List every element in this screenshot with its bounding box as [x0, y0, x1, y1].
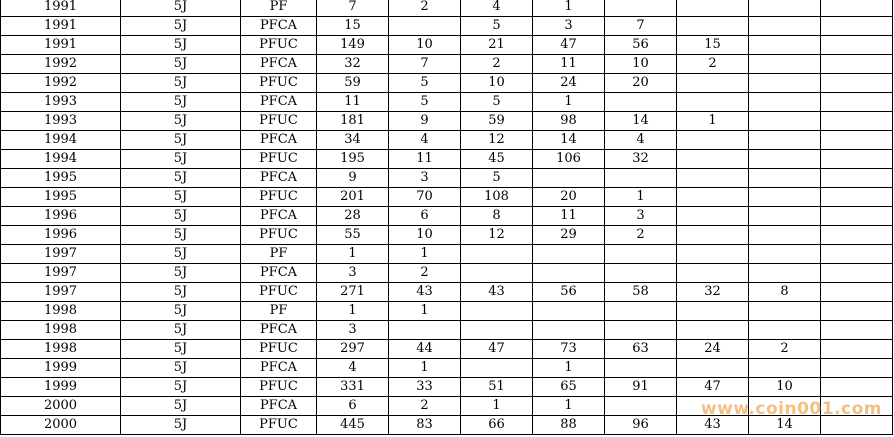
table-cell[interactable]: 15: [677, 36, 749, 55]
table-cell[interactable]: [677, 188, 749, 207]
table-cell[interactable]: PF: [241, 0, 317, 17]
table-cell[interactable]: 1998: [1, 340, 121, 359]
table-cell[interactable]: 14: [533, 131, 605, 150]
table-cell[interactable]: 98: [533, 112, 605, 131]
table-cell[interactable]: [821, 245, 893, 264]
table-cell[interactable]: 2: [749, 340, 821, 359]
table-cell[interactable]: PFCA: [241, 321, 317, 340]
table-cell[interactable]: [605, 245, 677, 264]
table-cell[interactable]: 1: [533, 397, 605, 416]
table-cell[interactable]: 3: [389, 169, 461, 188]
table-cell[interactable]: 59: [317, 74, 389, 93]
table-cell[interactable]: [677, 321, 749, 340]
table-cell[interactable]: 51: [461, 378, 533, 397]
table-cell[interactable]: [749, 169, 821, 188]
table-cell[interactable]: 5: [461, 169, 533, 188]
table-cell[interactable]: 5J: [121, 169, 241, 188]
table-cell[interactable]: [821, 207, 893, 226]
table-cell[interactable]: 1: [389, 302, 461, 321]
table-cell[interactable]: 1997: [1, 245, 121, 264]
table-cell[interactable]: [677, 17, 749, 36]
table-cell[interactable]: PFUC: [241, 112, 317, 131]
table-cell[interactable]: 34: [317, 131, 389, 150]
table-cell[interactable]: PFUC: [241, 378, 317, 397]
table-cell[interactable]: 11: [533, 207, 605, 226]
table-cell[interactable]: PFCA: [241, 264, 317, 283]
table-cell[interactable]: PFCA: [241, 359, 317, 378]
table-cell[interactable]: 6: [389, 207, 461, 226]
table-cell[interactable]: [821, 359, 893, 378]
table-cell[interactable]: 1: [317, 245, 389, 264]
table-cell[interactable]: [461, 264, 533, 283]
table-cell[interactable]: [821, 226, 893, 245]
table-cell[interactable]: 271: [317, 283, 389, 302]
table-cell[interactable]: [821, 150, 893, 169]
table-cell[interactable]: 28: [317, 207, 389, 226]
table-cell[interactable]: [821, 93, 893, 112]
table-cell[interactable]: 5J: [121, 93, 241, 112]
table-cell[interactable]: 5J: [121, 302, 241, 321]
table-cell[interactable]: 1: [677, 112, 749, 131]
table-cell[interactable]: PFCA: [241, 131, 317, 150]
table-cell[interactable]: [533, 302, 605, 321]
table-cell[interactable]: 5J: [121, 131, 241, 150]
table-cell[interactable]: 11: [533, 55, 605, 74]
table-cell[interactable]: 2000: [1, 397, 121, 416]
table-cell[interactable]: 195: [317, 150, 389, 169]
table-cell[interactable]: [677, 302, 749, 321]
table-cell[interactable]: [749, 188, 821, 207]
table-cell[interactable]: [677, 131, 749, 150]
table-cell[interactable]: 1995: [1, 188, 121, 207]
table-cell[interactable]: [461, 321, 533, 340]
table-cell[interactable]: 1991: [1, 36, 121, 55]
table-cell[interactable]: 8: [461, 207, 533, 226]
table-cell[interactable]: 43: [677, 416, 749, 435]
table-row: [1, 93, 893, 112]
table-cell[interactable]: [821, 55, 893, 74]
table-cell[interactable]: [677, 359, 749, 378]
table-cell[interactable]: 10: [749, 378, 821, 397]
table-cell[interactable]: 1: [533, 0, 605, 17]
table-cell[interactable]: PFUC: [241, 36, 317, 55]
table-cell[interactable]: 2000: [1, 416, 121, 435]
table-cell[interactable]: 70: [389, 188, 461, 207]
table-cell[interactable]: [605, 264, 677, 283]
table-row: [1, 378, 893, 397]
table-cell[interactable]: [605, 397, 677, 416]
table-cell[interactable]: 4: [389, 131, 461, 150]
table-cell[interactable]: 88: [533, 416, 605, 435]
table-cell[interactable]: 1991: [1, 0, 121, 17]
table-cell[interactable]: [677, 169, 749, 188]
table-cell[interactable]: 1997: [1, 283, 121, 302]
table-cell[interactable]: 3: [533, 17, 605, 36]
table-cell[interactable]: 2: [605, 226, 677, 245]
table-cell[interactable]: 4: [317, 359, 389, 378]
table-cell[interactable]: 3: [317, 264, 389, 283]
table-cell[interactable]: 24: [677, 340, 749, 359]
table-cell[interactable]: [677, 207, 749, 226]
table-cell[interactable]: 1992: [1, 74, 121, 93]
table-cell[interactable]: 5J: [121, 340, 241, 359]
table-cell[interactable]: [821, 17, 893, 36]
table-cell[interactable]: [749, 36, 821, 55]
table-cell[interactable]: 1998: [1, 321, 121, 340]
table-cell[interactable]: 5J: [121, 188, 241, 207]
table-cell[interactable]: 1: [389, 245, 461, 264]
table-cell[interactable]: [749, 93, 821, 112]
table-cell[interactable]: 5J: [121, 359, 241, 378]
table-cell[interactable]: [821, 74, 893, 93]
table-cell[interactable]: 1994: [1, 131, 121, 150]
table-cell[interactable]: 58: [605, 283, 677, 302]
table-cell[interactable]: 15: [317, 17, 389, 36]
table-cell[interactable]: [533, 321, 605, 340]
table-cell[interactable]: [533, 169, 605, 188]
table-cell[interactable]: 44: [389, 340, 461, 359]
table-cell[interactable]: 59: [461, 112, 533, 131]
table-cell[interactable]: 32: [317, 55, 389, 74]
table-cell[interactable]: [749, 131, 821, 150]
table-cell[interactable]: PFUC: [241, 340, 317, 359]
table-cell[interactable]: 55: [317, 226, 389, 245]
table-cell[interactable]: 5J: [121, 17, 241, 36]
table-cell[interactable]: [461, 302, 533, 321]
table-cell[interactable]: 7: [605, 17, 677, 36]
table-cell[interactable]: 8: [749, 283, 821, 302]
table-cell[interactable]: 5J: [121, 150, 241, 169]
table-cell[interactable]: [821, 283, 893, 302]
table-cell[interactable]: [749, 74, 821, 93]
table-cell[interactable]: [749, 150, 821, 169]
table-cell[interactable]: 201: [317, 188, 389, 207]
table-cell[interactable]: 5J: [121, 55, 241, 74]
table-cell[interactable]: 73: [533, 340, 605, 359]
table-row: [1, 169, 893, 188]
table-cell[interactable]: 3: [317, 321, 389, 340]
table-cell[interactable]: [821, 264, 893, 283]
table-cell[interactable]: 5J: [121, 416, 241, 435]
table-cell[interactable]: 1999: [1, 359, 121, 378]
table-cell[interactable]: 1999: [1, 378, 121, 397]
table-cell[interactable]: [461, 245, 533, 264]
table-cell[interactable]: [605, 0, 677, 17]
table-cell[interactable]: 29: [533, 226, 605, 245]
table-cell[interactable]: 5: [389, 93, 461, 112]
table-cell[interactable]: PFUC: [241, 150, 317, 169]
table-cell[interactable]: 12: [461, 131, 533, 150]
table-cell[interactable]: 20: [605, 74, 677, 93]
table-cell[interactable]: [821, 378, 893, 397]
table-row: [1, 17, 893, 36]
table-cell[interactable]: 1992: [1, 55, 121, 74]
table-cell[interactable]: 4: [461, 0, 533, 17]
table-cell[interactable]: [605, 321, 677, 340]
table-cell[interactable]: 65: [533, 378, 605, 397]
table-cell[interactable]: [749, 321, 821, 340]
table-cell[interactable]: PF: [241, 245, 317, 264]
table-cell[interactable]: [605, 169, 677, 188]
table-cell[interactable]: 1996: [1, 226, 121, 245]
table-cell[interactable]: [821, 302, 893, 321]
table-cell[interactable]: 47: [677, 378, 749, 397]
table-cell[interactable]: 5J: [121, 321, 241, 340]
table-cell[interactable]: [821, 36, 893, 55]
table-cell[interactable]: 1: [605, 188, 677, 207]
table-cell[interactable]: 5J: [121, 283, 241, 302]
table-cell[interactable]: [461, 359, 533, 378]
table-cell[interactable]: PFCA: [241, 55, 317, 74]
table-cell[interactable]: 5J: [121, 226, 241, 245]
table-cell[interactable]: 1996: [1, 207, 121, 226]
table-cell[interactable]: [749, 55, 821, 74]
table-cell[interactable]: 5J: [121, 207, 241, 226]
table-cell[interactable]: 2: [461, 55, 533, 74]
table-cell[interactable]: 5J: [121, 36, 241, 55]
table-cell[interactable]: [605, 93, 677, 112]
table-row: [1, 245, 893, 264]
table-row: [1, 188, 893, 207]
table-cell[interactable]: [677, 245, 749, 264]
table-cell[interactable]: 1: [533, 359, 605, 378]
table-cell[interactable]: [677, 93, 749, 112]
table-cell[interactable]: PFUC: [241, 416, 317, 435]
table-cell[interactable]: PFCA: [241, 17, 317, 36]
table-row: [1, 131, 893, 150]
table-cell[interactable]: 1991: [1, 17, 121, 36]
table-cell[interactable]: [605, 302, 677, 321]
table-row: [1, 150, 893, 169]
table-cell[interactable]: 10: [389, 36, 461, 55]
table-cell[interactable]: 4: [605, 131, 677, 150]
table-cell[interactable]: [749, 359, 821, 378]
table-cell[interactable]: 1: [533, 93, 605, 112]
table-cell[interactable]: [677, 74, 749, 93]
table-cell[interactable]: 66: [461, 416, 533, 435]
table-cell[interactable]: 331: [317, 378, 389, 397]
table-cell[interactable]: [749, 207, 821, 226]
table-cell[interactable]: 5: [461, 17, 533, 36]
table-cell[interactable]: 83: [389, 416, 461, 435]
table-cell[interactable]: [389, 17, 461, 36]
table-cell[interactable]: 9: [389, 112, 461, 131]
table-cell[interactable]: 43: [389, 283, 461, 302]
table-cell[interactable]: 33: [389, 378, 461, 397]
table-cell[interactable]: 45: [461, 150, 533, 169]
table-row: [1, 321, 893, 340]
table-row: [1, 55, 893, 74]
table-cell[interactable]: [749, 245, 821, 264]
table-cell[interactable]: 108: [461, 188, 533, 207]
table-cell[interactable]: [677, 226, 749, 245]
table-cell[interactable]: [533, 245, 605, 264]
table-row: [1, 302, 893, 321]
table-row: [1, 36, 893, 55]
table-cell[interactable]: [821, 321, 893, 340]
table-cell[interactable]: 7: [317, 0, 389, 17]
table-cell[interactable]: PFUC: [241, 226, 317, 245]
table-row: [1, 283, 893, 302]
table-cell[interactable]: 1995: [1, 169, 121, 188]
watermark-logo: www.coin001.com: [700, 399, 882, 419]
table-cell[interactable]: [677, 150, 749, 169]
table-cell[interactable]: 1993: [1, 93, 121, 112]
table-cell[interactable]: 5: [389, 74, 461, 93]
table-cell[interactable]: 10: [605, 55, 677, 74]
table-cell[interactable]: 14: [605, 112, 677, 131]
table-cell[interactable]: 14: [749, 416, 821, 435]
table-cell[interactable]: [821, 112, 893, 131]
table-cell[interactable]: 5J: [121, 0, 241, 17]
table-cell[interactable]: 1997: [1, 264, 121, 283]
table-cell[interactable]: 11: [317, 93, 389, 112]
table-cell[interactable]: [821, 188, 893, 207]
table-cell[interactable]: 47: [533, 36, 605, 55]
table-cell[interactable]: 149: [317, 36, 389, 55]
table-cell[interactable]: [749, 112, 821, 131]
table-cell[interactable]: 21: [461, 36, 533, 55]
table-cell[interactable]: 2: [389, 264, 461, 283]
table-cell[interactable]: [533, 264, 605, 283]
table-cell[interactable]: PFCA: [241, 397, 317, 416]
table-cell[interactable]: [605, 359, 677, 378]
table-cell[interactable]: 56: [533, 283, 605, 302]
table-cell[interactable]: 56: [605, 36, 677, 55]
table-cell[interactable]: 7: [389, 55, 461, 74]
table-cell[interactable]: 43: [461, 283, 533, 302]
table-cell[interactable]: 9: [317, 169, 389, 188]
table-cell[interactable]: 24: [533, 74, 605, 93]
table-cell[interactable]: PF: [241, 302, 317, 321]
table-cell[interactable]: 6: [317, 397, 389, 416]
table-cell[interactable]: PFUC: [241, 283, 317, 302]
table-cell[interactable]: [749, 17, 821, 36]
table-cell[interactable]: 96: [605, 416, 677, 435]
table-cell[interactable]: [821, 340, 893, 359]
table-cell[interactable]: [389, 321, 461, 340]
table-cell[interactable]: PFCA: [241, 169, 317, 188]
table-cell[interactable]: 1994: [1, 150, 121, 169]
table-cell[interactable]: [821, 169, 893, 188]
table-cell[interactable]: 5J: [121, 264, 241, 283]
table-cell[interactable]: PFUC: [241, 188, 317, 207]
table-cell[interactable]: 2: [389, 397, 461, 416]
table-cell[interactable]: 20: [533, 188, 605, 207]
table-row: [1, 207, 893, 226]
table-cell[interactable]: 5J: [121, 112, 241, 131]
table-row: [1, 112, 893, 131]
table-cell[interactable]: [749, 302, 821, 321]
table-cell[interactable]: 32: [677, 283, 749, 302]
table-row: [1, 340, 893, 359]
table-cell[interactable]: PFCA: [241, 207, 317, 226]
table-cell[interactable]: 5J: [121, 378, 241, 397]
table-cell[interactable]: 1998: [1, 302, 121, 321]
table-cell[interactable]: [749, 0, 821, 17]
table-cell[interactable]: [821, 131, 893, 150]
table-cell[interactable]: 106: [533, 150, 605, 169]
table-cell[interactable]: [821, 0, 893, 17]
table-cell[interactable]: 5J: [121, 245, 241, 264]
table-cell[interactable]: 1: [461, 397, 533, 416]
table-cell[interactable]: 1: [389, 359, 461, 378]
table-cell[interactable]: PFUC: [241, 74, 317, 93]
table-cell[interactable]: 1993: [1, 112, 121, 131]
table-cell[interactable]: 2: [389, 0, 461, 17]
table-cell[interactable]: 1: [317, 302, 389, 321]
table-cell[interactable]: [749, 264, 821, 283]
table-cell[interactable]: [749, 226, 821, 245]
table-cell[interactable]: 11: [389, 150, 461, 169]
table-row: [1, 359, 893, 378]
table-row: [1, 264, 893, 283]
table-cell[interactable]: 47: [461, 340, 533, 359]
table-body: [1, 0, 893, 435]
table-row: [1, 0, 893, 17]
table-cell[interactable]: 5J: [121, 74, 241, 93]
table-cell[interactable]: 10: [389, 226, 461, 245]
table-row: [1, 226, 893, 245]
table-cell[interactable]: [677, 264, 749, 283]
table-cell[interactable]: PFCA: [241, 93, 317, 112]
table-cell[interactable]: 3: [605, 207, 677, 226]
table-cell[interactable]: 297: [317, 340, 389, 359]
table-cell[interactable]: 5J: [121, 397, 241, 416]
table-cell[interactable]: 5: [461, 93, 533, 112]
table-cell[interactable]: 91: [605, 378, 677, 397]
table-cell[interactable]: 2: [677, 55, 749, 74]
table-row: [1, 74, 893, 93]
table-cell[interactable]: [677, 0, 749, 17]
table-cell[interactable]: 10: [461, 74, 533, 93]
table-cell[interactable]: 32: [605, 150, 677, 169]
table-cell[interactable]: 445: [317, 416, 389, 435]
table-cell[interactable]: 12: [461, 226, 533, 245]
table-cell[interactable]: 63: [605, 340, 677, 359]
table-cell[interactable]: 181: [317, 112, 389, 131]
